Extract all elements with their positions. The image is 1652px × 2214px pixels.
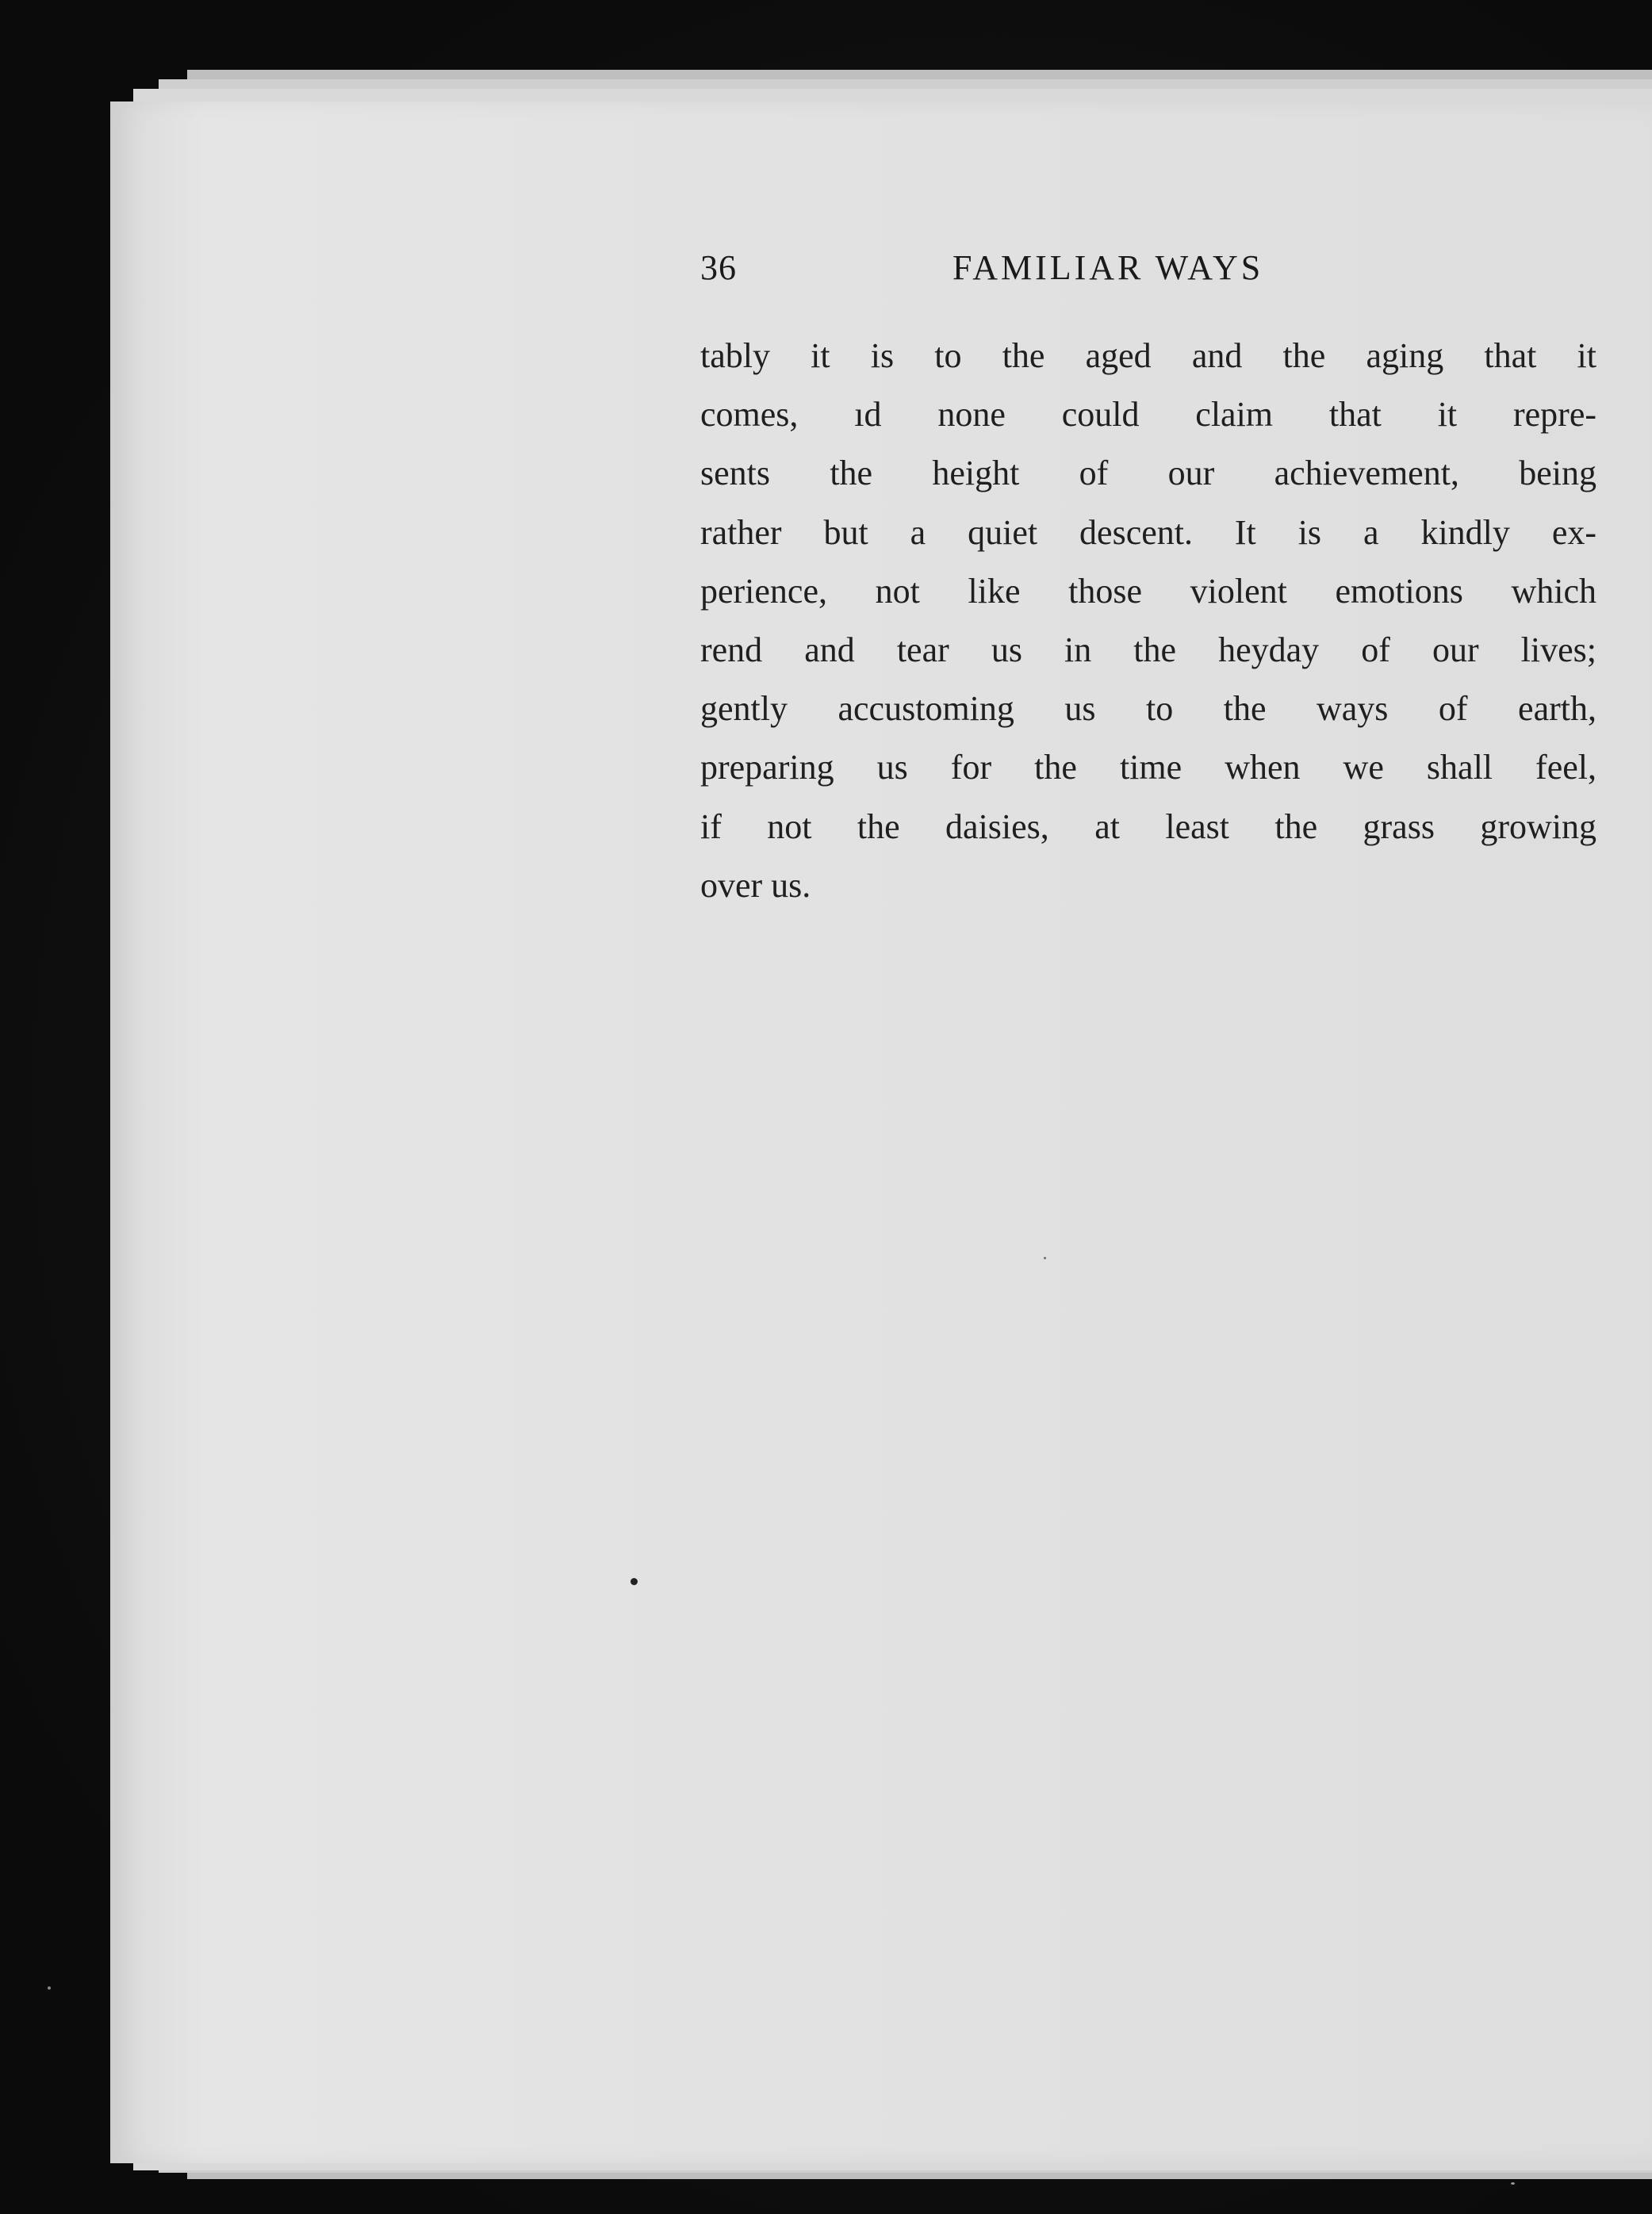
text-line: if not the daisies, at least the grass growing [700, 806, 1596, 846]
text-line: gently accustoming us to the ways of earth, [700, 689, 1596, 729]
text-line: rend and tear us in the heyday of our lives; [700, 630, 1596, 669]
page-header [700, 247, 1596, 295]
speck [48, 1986, 51, 1990]
text-line: comes, ıd none could claim that it repre- [700, 395, 1596, 435]
page-number: 36 [700, 248, 737, 287]
text-line: preparing us for the time when we shall feel, [700, 748, 1596, 787]
speck [1044, 1257, 1046, 1259]
running-title: FAMILIAR WAYS [952, 248, 1264, 287]
speck [1511, 2182, 1515, 2185]
body-paragraph [700, 327, 1596, 915]
text-line: sents the height of our achievement, being [700, 454, 1596, 493]
speck [631, 1578, 638, 1585]
text-line: tably it is to the aged and the aging that it [700, 336, 1596, 375]
text-line: over us. [700, 865, 811, 905]
text-line: perience, not like those violent emotions which [700, 571, 1596, 611]
gutter-shadow [110, 102, 205, 2163]
text-line: rather but a quiet descent. It is a kindly ex- [700, 512, 1596, 552]
